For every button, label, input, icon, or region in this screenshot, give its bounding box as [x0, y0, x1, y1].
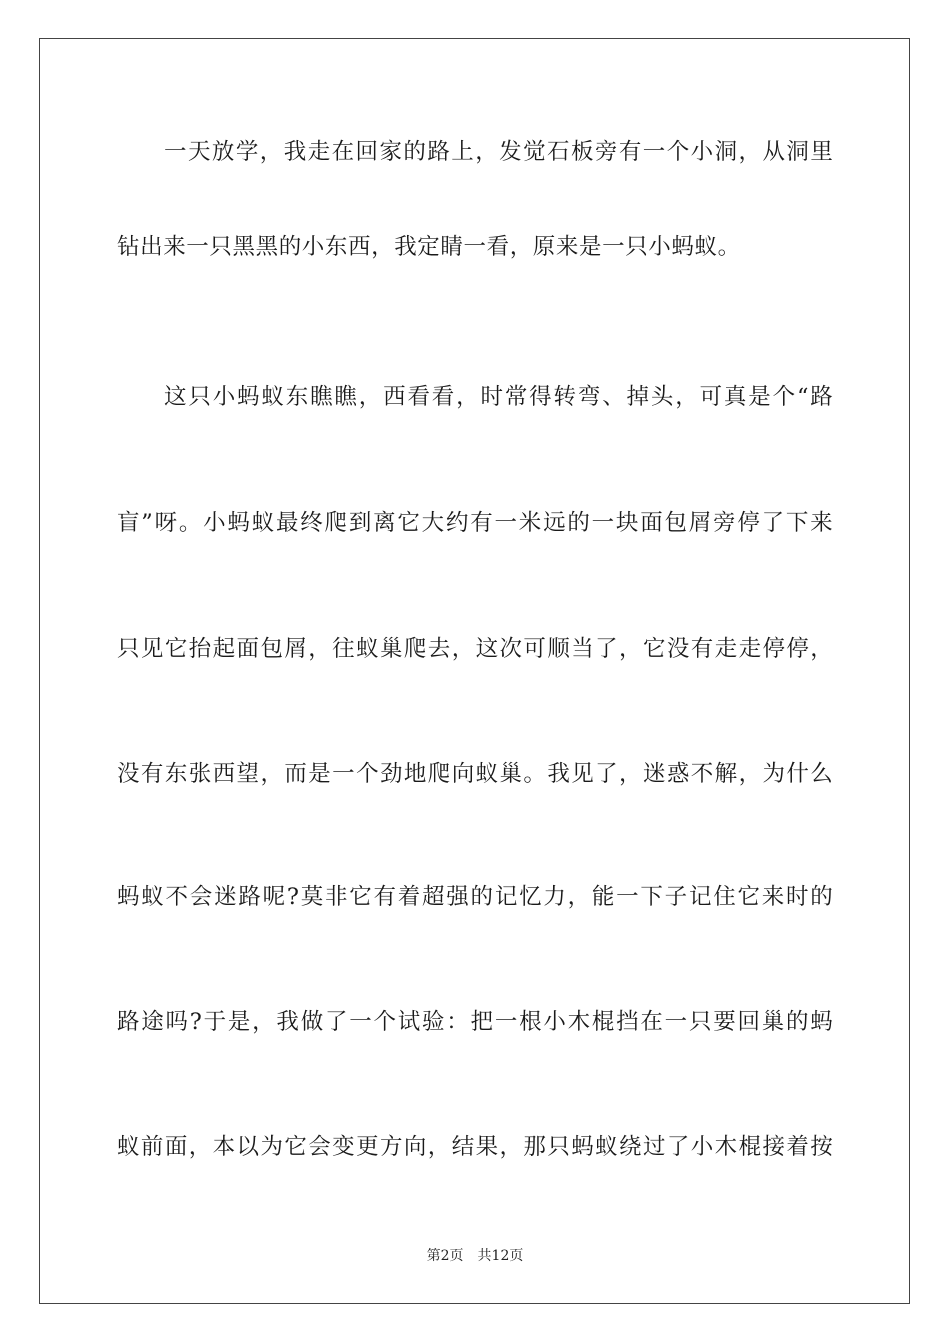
page-number: 第2页: [426, 1248, 464, 1264]
page-frame: [39, 38, 910, 1304]
page-footer: [0, 1246, 950, 1266]
text-line-5: 只 见 它 抬 起 面 包 屑 ， 往 蚁 巢 爬 去 ， 这 次 可 顺 当 了 ， 它 没 有 走 走 停 停 ，: [117, 636, 833, 662]
text-line-2: 钻出来一只黑黑的小东西，我定睛一看，原来是一只小蚂蚁。: [117, 234, 741, 260]
text-line-1: 一 天 放 学 ， 我 走 在 回 家 的 路 上 ， 发 觉 石 板 旁 有 一 个 小 洞 ， 从 洞 里: [164, 139, 833, 165]
text-line-7: 蚂 蚁 不 会 迷 路 呢 ? 莫 非 它 有 着 超 强 的 记 忆 力 ， 能 一 下 子 记 住 它 来 时 的: [117, 884, 833, 910]
text-line-8: 路 途 吗 ? 于 是 ， 我 做 了 一 个 试 验 ： 把 一 根 小 木 棍 挡 在 一 只 要 回 巢 的 蚂: [117, 1009, 833, 1035]
text-line-6: 没 有 东 张 西 望 ， 而 是 一 个 劲 地 爬 向 蚁 巢 。 我 见 了 ， 迷 惑 不 解 ， 为 什 么: [117, 761, 833, 787]
page-total: 共12页: [477, 1248, 524, 1264]
text-line-9: 蚁 前 面 ， 本 以 为 它 会 变 更 方 向 ， 结 果 ， 那 只 蚂 蚁 绕 过 了 小 木 棍 接 着 按: [117, 1134, 833, 1160]
text-line-4: 盲 ” 呀 。 小 蚂 蚁 最 终 爬 到 离 它 大 约 有 一 米 远 的 一 块 面 包 屑 旁 停 了 下 来: [117, 510, 833, 536]
text-line-3: 这 只 小 蚂 蚁 东 瞧 瞧 ， 西 看 看 ， 时 常 得 转 弯 、 掉 头 ， 可 真 是 个 “ 路: [164, 384, 833, 410]
